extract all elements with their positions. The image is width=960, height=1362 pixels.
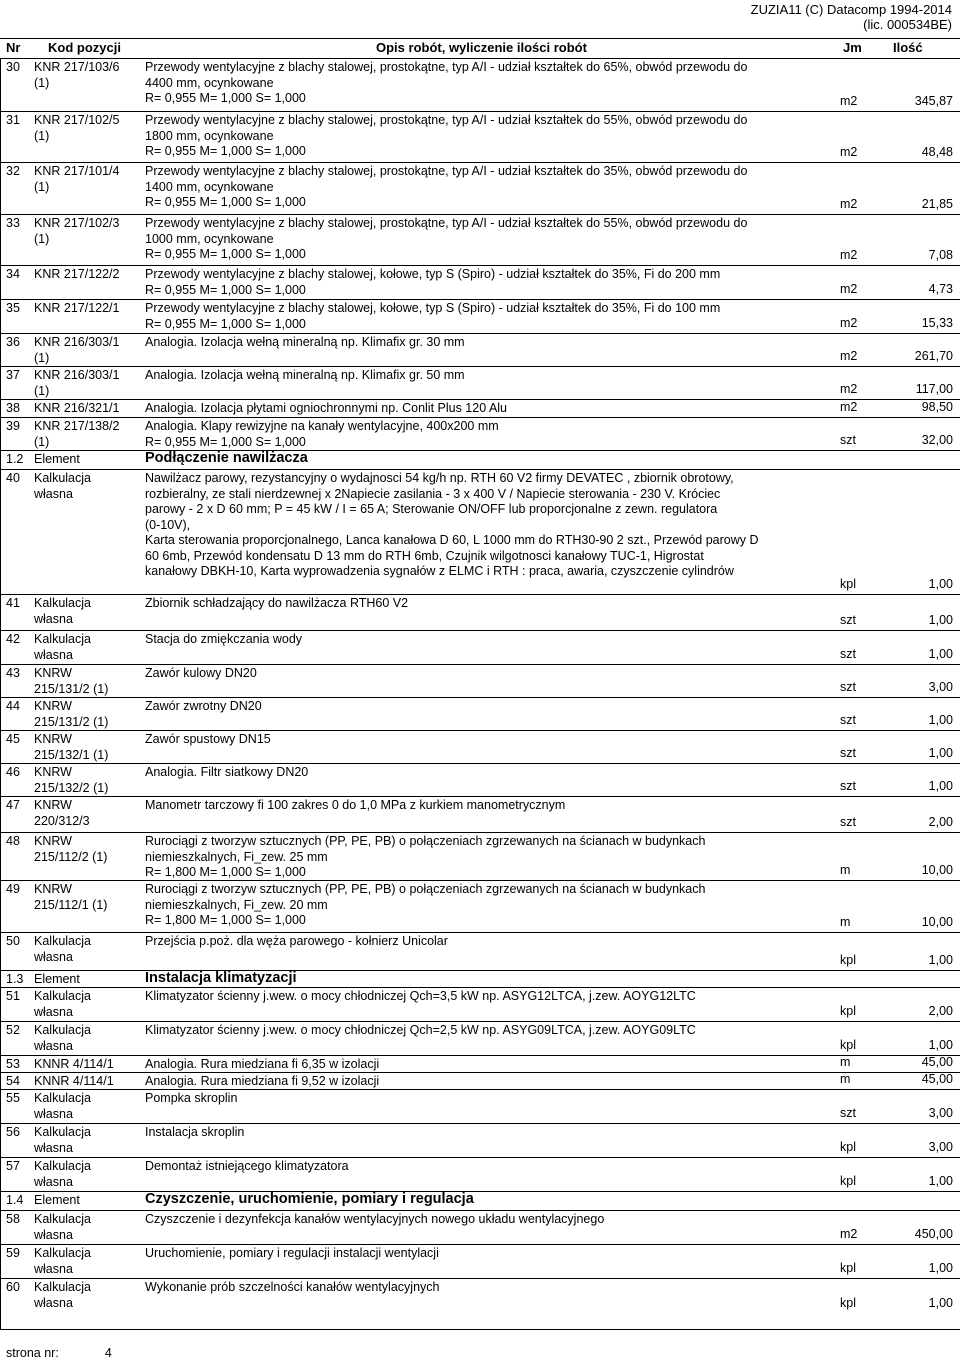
table-bottom-rule bbox=[0, 1329, 960, 1330]
quantity: 10,00 bbox=[921, 862, 953, 877]
table-row bbox=[0, 932, 960, 970]
description bbox=[145, 335, 825, 351]
description bbox=[145, 989, 825, 1005]
row-number: 42 bbox=[6, 632, 20, 646]
description-line: Analogia. Filtr siatkowy DN20 bbox=[145, 765, 309, 779]
quantity: 1,00 bbox=[928, 1295, 953, 1310]
description bbox=[145, 834, 825, 881]
table-row bbox=[0, 697, 960, 730]
description bbox=[145, 699, 825, 715]
position-code: Kalkulacja własna bbox=[34, 1246, 91, 1276]
unit: m2 bbox=[840, 1226, 858, 1241]
page-footer bbox=[6, 1346, 112, 1360]
quantity: 1,00 bbox=[928, 576, 953, 591]
table-row bbox=[0, 1244, 960, 1278]
description-line: 1000 mm, ocynkowane bbox=[145, 231, 274, 246]
description-line: Karta sterowania proporcjonalnego, Lanca kanałowa D 60, L 1000 mm do RTH30-90 2 szt., Przewód parowy D bbox=[145, 533, 759, 547]
position-code: Element bbox=[34, 1193, 80, 1207]
description-line: Czyszczenie i dezynfekcja kanałów wentylacyjnych nowego układu wentylacyjnego bbox=[145, 1212, 605, 1226]
element-row bbox=[0, 450, 960, 469]
position-code: KNNR 4/114/1 bbox=[34, 1074, 114, 1088]
row-number: 31 bbox=[6, 113, 20, 127]
unit: kpl bbox=[840, 1295, 856, 1310]
quantity: 3,00 bbox=[928, 679, 953, 694]
position-code: Element bbox=[34, 972, 80, 986]
description bbox=[145, 1192, 825, 1208]
position-code: Kalkulacja własna bbox=[34, 471, 91, 501]
description-line: R= 1,800 M= 1,000 S= 1,000 bbox=[145, 913, 306, 927]
unit: szt bbox=[840, 1105, 856, 1120]
description-line: Wykonanie prób szczelności kanałów wentylacyjnych bbox=[145, 1280, 440, 1294]
position-code: KNR 216/303/1 (1) bbox=[34, 335, 120, 365]
quantity: 7,08 bbox=[928, 247, 953, 262]
element-row bbox=[0, 970, 960, 987]
unit: szt bbox=[840, 646, 856, 661]
table-row bbox=[0, 333, 960, 366]
quantity: 1,00 bbox=[928, 612, 953, 627]
row-number: 33 bbox=[6, 216, 20, 230]
table-row bbox=[0, 417, 960, 450]
col-opis: Opis robót, wyliczenie ilości robót bbox=[376, 40, 587, 55]
software-header bbox=[751, 2, 952, 32]
description-line: R= 0,955 M= 1,000 S= 1,000 bbox=[145, 144, 306, 158]
description-line: R= 0,955 M= 1,000 S= 1,000 bbox=[145, 247, 306, 261]
row-number: 47 bbox=[6, 798, 20, 812]
position-code: KNRW 220/312/3 bbox=[34, 798, 90, 828]
description bbox=[145, 765, 825, 781]
row-number: 60 bbox=[6, 1280, 20, 1294]
description-line: Zawór zwrotny DN20 bbox=[145, 699, 262, 713]
description bbox=[145, 60, 825, 107]
quantity: 2,00 bbox=[928, 1003, 953, 1018]
table-row bbox=[0, 832, 960, 880]
description-line: Nawilżacz parowy, rezystancyjny o wydajnosci 54 kg/h np. RTH 60 V2 firmy DEVATEC , zbiornik obrotowy, bbox=[145, 471, 734, 485]
table-row bbox=[0, 1089, 960, 1123]
description bbox=[145, 368, 825, 384]
position-code: Kalkulacja własna bbox=[34, 1125, 91, 1155]
unit: m2 bbox=[840, 93, 858, 108]
license-id: (lic. 000534BE) bbox=[863, 17, 952, 32]
table-row bbox=[0, 594, 960, 630]
description bbox=[145, 1074, 825, 1090]
unit: kpl bbox=[840, 1037, 856, 1052]
row-number: 45 bbox=[6, 732, 20, 746]
position-code: KNR 216/303/1 (1) bbox=[34, 368, 120, 398]
description bbox=[145, 732, 825, 748]
quantity: 15,33 bbox=[921, 315, 953, 330]
position-code: KNR 217/101/4 (1) bbox=[34, 164, 120, 194]
unit: m2 bbox=[840, 381, 858, 396]
unit: szt bbox=[840, 778, 856, 793]
row-number: 39 bbox=[6, 419, 20, 433]
unit: m bbox=[840, 914, 851, 929]
table-row bbox=[0, 469, 960, 594]
unit: m2 bbox=[840, 144, 858, 159]
position-code: Kalkulacja własna bbox=[34, 1159, 91, 1189]
unit: szt bbox=[840, 612, 856, 627]
column-headers bbox=[0, 39, 960, 58]
element-row bbox=[0, 1191, 960, 1210]
description-line: Zbiornik schładzający do nawilżacza RTH60 V2 bbox=[145, 596, 409, 610]
row-number: 1.2 bbox=[6, 452, 24, 466]
software-name: ZUZIA11 (C) Datacomp 1994-2014 bbox=[750, 2, 952, 17]
quantity: 98,50 bbox=[921, 399, 953, 414]
description-line: Zawór spustowy DN15 bbox=[145, 732, 271, 746]
position-code: KNR 217/103/6 (1) bbox=[34, 60, 120, 90]
row-number: 54 bbox=[6, 1074, 20, 1088]
table-row bbox=[0, 366, 960, 399]
quantity: 1,00 bbox=[928, 646, 953, 661]
table-row bbox=[0, 1157, 960, 1191]
position-code: KNRW 215/112/2 (1) bbox=[34, 834, 108, 864]
page-label: strona nr: bbox=[6, 1346, 59, 1360]
description-line: Przewody wentylacyjne z blachy stalowej, kołowe, typ S (Spiro) - udział kształtek do 35%, Fi do 100 mm bbox=[145, 301, 721, 315]
col-jm: Jm bbox=[843, 40, 862, 55]
unit: m2 bbox=[840, 399, 858, 414]
table-row bbox=[0, 265, 960, 299]
col-kod: Kod pozycji bbox=[48, 40, 121, 55]
col-ilosc: Ilość bbox=[893, 40, 923, 55]
unit: szt bbox=[840, 432, 856, 447]
col-nr: Nr bbox=[6, 40, 21, 55]
unit: m2 bbox=[840, 281, 858, 296]
description bbox=[145, 666, 825, 682]
row-number: 49 bbox=[6, 882, 20, 896]
description bbox=[145, 1212, 825, 1228]
quantity: 1,00 bbox=[928, 778, 953, 793]
table-row bbox=[0, 1210, 960, 1244]
position-code: KNR 217/122/2 bbox=[34, 267, 120, 281]
row-number: 30 bbox=[6, 60, 20, 74]
unit: m bbox=[840, 862, 851, 877]
quantity: 21,85 bbox=[921, 196, 953, 211]
quantity: 48,48 bbox=[921, 144, 953, 159]
unit: szt bbox=[840, 712, 856, 727]
table-row bbox=[0, 630, 960, 664]
table-row bbox=[0, 162, 960, 214]
quantity: 1,00 bbox=[928, 1260, 953, 1275]
description bbox=[145, 113, 825, 160]
unit: kpl bbox=[840, 952, 856, 967]
position-code: Kalkulacja własna bbox=[34, 632, 91, 662]
description bbox=[145, 632, 825, 648]
quantity: 1,00 bbox=[928, 952, 953, 967]
quantity: 450,00 bbox=[914, 1226, 953, 1241]
cost-table bbox=[0, 58, 960, 1313]
unit: kpl bbox=[840, 1260, 856, 1275]
row-number: 41 bbox=[6, 596, 20, 610]
description-line: kanałowy DBKH-10, Karta wyprowadzenia sygnałów z ELMC i RTH : praca, awaria, czyszczenie cylindrów bbox=[145, 564, 734, 578]
description-line: Rurociągi z tworzyw sztucznych (PP, PE, PB) o połączeniach zgrzewanych na ścianach w budynkach bbox=[145, 882, 706, 896]
row-number: 38 bbox=[6, 401, 20, 415]
row-number: 56 bbox=[6, 1125, 20, 1139]
description-line: Analogia. Izolacja wełną mineralną np. Klimafix gr. 50 mm bbox=[145, 368, 465, 382]
description bbox=[145, 216, 825, 263]
description bbox=[145, 451, 825, 467]
table-row bbox=[0, 58, 960, 111]
quantity: 2,00 bbox=[928, 814, 953, 829]
description-line: Stacja do zmiękczania wody bbox=[145, 632, 303, 646]
description-line: Klimatyzator ścienny j.wew. o mocy chłodniczej Qch=2,5 kW np. ASYG09LTCA, j.zew. AOYG09LTC bbox=[145, 1023, 696, 1037]
quantity: 4,73 bbox=[928, 281, 953, 296]
quantity: 1,00 bbox=[928, 712, 953, 727]
description-line: Instalacja skroplin bbox=[145, 1125, 245, 1139]
quantity: 1,00 bbox=[928, 1037, 953, 1052]
row-number: 59 bbox=[6, 1246, 20, 1260]
position-code: KNRW 215/112/1 (1) bbox=[34, 882, 108, 912]
description-line: Klimatyzator ścienny j.wew. o mocy chłodniczej Qch=3,5 kW np. ASYG12LTCA, j.zew. AOYG12LTC bbox=[145, 989, 696, 1003]
unit: kpl bbox=[840, 1173, 856, 1188]
unit: m2 bbox=[840, 196, 858, 211]
quantity: 45,00 bbox=[921, 1071, 953, 1086]
row-number: 51 bbox=[6, 989, 20, 1003]
table-row bbox=[0, 1278, 960, 1313]
row-number: 36 bbox=[6, 335, 20, 349]
description-line: Analogia. Klapy rewizyjne na kanały wentylacyjne, 400x200 mm bbox=[145, 419, 499, 433]
description bbox=[145, 401, 825, 417]
description-line: niemieszkalnych, Fi_zew. 25 mm bbox=[145, 849, 328, 864]
description-line: R= 1,800 M= 1,000 S= 1,000 bbox=[145, 865, 306, 879]
position-code: Kalkulacja własna bbox=[34, 1212, 91, 1242]
position-code: KNR 216/321/1 bbox=[34, 401, 120, 415]
description-line: Przewody wentylacyjne z blachy stalowej, prostokątne, typ A/I - udział kształtek do 55%, obwód przewodu do bbox=[145, 216, 748, 230]
description-line: parowy - 2 x D 60 mm; P = 45 kW / I = 65 A; Sterowanie ON/OFF lub proporcjonalne z zewn. regulatora bbox=[145, 502, 718, 516]
table-row bbox=[0, 214, 960, 265]
table-row bbox=[0, 763, 960, 796]
quantity: 3,00 bbox=[928, 1139, 953, 1154]
position-code: KNRW 215/132/2 (1) bbox=[34, 765, 109, 795]
unit: kpl bbox=[840, 1139, 856, 1154]
position-code: Kalkulacja własna bbox=[34, 1091, 91, 1121]
description bbox=[145, 301, 825, 332]
quantity: 261,70 bbox=[914, 348, 953, 363]
description-line: Analogia. Izolacja wełną mineralną np. Klimafix gr. 30 mm bbox=[145, 335, 465, 349]
table-row bbox=[0, 796, 960, 832]
quantity: 3,00 bbox=[928, 1105, 953, 1120]
description bbox=[145, 267, 825, 298]
description-line: Zawór kulowy DN20 bbox=[145, 666, 257, 680]
row-number: 40 bbox=[6, 471, 20, 485]
unit: szt bbox=[840, 679, 856, 694]
description-line: Podłączenie nawilżacza bbox=[145, 450, 308, 466]
description-line: niemieszkalnych, Fi_zew. 20 mm bbox=[145, 897, 328, 912]
quantity: 345,87 bbox=[914, 93, 953, 108]
description-line: R= 0,955 M= 1,000 S= 1,000 bbox=[145, 91, 306, 105]
position-code: KNNR 4/114/1 bbox=[34, 1057, 114, 1071]
unit: kpl bbox=[840, 1003, 856, 1018]
unit: m2 bbox=[840, 348, 858, 363]
description-line: rozbieralny, ze stali nierdzewnej x 2Napiecie zasilania - 3 x 400 V / Napiecie sterowania - 230 V. Króciec bbox=[145, 486, 721, 501]
description-line: Uruchomienie, pomiary i regulacji instalacji wentylacji bbox=[145, 1246, 439, 1260]
table-row bbox=[0, 987, 960, 1021]
description-line: Przewody wentylacyjne z blachy stalowej, prostokątne, typ A/I - udział kształtek do 55%, obwód przewodu do bbox=[145, 113, 748, 127]
description-line: Analogia. Rura miedziana fi 9,52 w izolacji bbox=[145, 1074, 380, 1088]
position-code: KNR 217/102/5 (1) bbox=[34, 113, 120, 143]
description bbox=[145, 1091, 825, 1107]
row-number: 46 bbox=[6, 765, 20, 779]
description bbox=[145, 1246, 825, 1262]
row-number: 32 bbox=[6, 164, 20, 178]
description bbox=[145, 1125, 825, 1141]
unit: m bbox=[840, 1071, 851, 1086]
position-code: KNR 217/122/1 bbox=[34, 301, 120, 315]
table-row bbox=[0, 664, 960, 697]
table-row bbox=[0, 1021, 960, 1055]
quantity: 10,00 bbox=[921, 914, 953, 929]
row-number: 37 bbox=[6, 368, 20, 382]
position-code: Kalkulacja własna bbox=[34, 989, 91, 1019]
description-line: Rurociągi z tworzyw sztucznych (PP, PE, PB) o połączeniach zgrzewanych na ścianach w budynkach bbox=[145, 834, 706, 848]
unit: kpl bbox=[840, 576, 856, 591]
description-line: 1800 mm, ocynkowane bbox=[145, 128, 274, 143]
table-row bbox=[0, 399, 960, 417]
description-line: (0-10V), bbox=[145, 517, 191, 532]
position-code: Kalkulacja własna bbox=[34, 596, 91, 626]
table-row bbox=[0, 730, 960, 763]
description-line: Przewody wentylacyjne z blachy stalowej, prostokątne, typ A/I - udział kształtek do 65%, obwód przewodu do bbox=[145, 60, 748, 74]
quantity: 1,00 bbox=[928, 1173, 953, 1188]
row-number: 44 bbox=[6, 699, 20, 713]
description-line: Analogia. Rura miedziana fi 6,35 w izolacji bbox=[145, 1057, 380, 1071]
table-row bbox=[0, 1072, 960, 1089]
table-row bbox=[0, 299, 960, 333]
unit: m2 bbox=[840, 315, 858, 330]
page-number: 4 bbox=[104, 1346, 112, 1360]
description-line: Przejścia p.poż. dla węża parowego - kołnierz Unicolar bbox=[145, 934, 448, 948]
description-line: R= 0,955 M= 1,000 S= 1,000 bbox=[145, 195, 306, 209]
position-code: KNRW 215/131/2 (1) bbox=[34, 666, 109, 696]
description-line: R= 0,955 M= 1,000 S= 1,000 bbox=[145, 434, 306, 449]
position-code: Kalkulacja własna bbox=[34, 1280, 91, 1310]
quantity: 1,00 bbox=[928, 745, 953, 760]
row-number: 50 bbox=[6, 934, 20, 948]
table-row bbox=[0, 880, 960, 932]
row-number: 1.4 bbox=[6, 1193, 24, 1207]
description bbox=[145, 971, 825, 987]
position-code: Element bbox=[34, 452, 80, 466]
quantity: 32,00 bbox=[921, 432, 953, 447]
position-code: KNRW 215/131/2 (1) bbox=[34, 699, 109, 729]
description-line: 60 6mb, Przewód kondensatu D 13 mm do RTH 6mb, Czujnik wilgotnosci kanałowy TUC-1, Higrostat bbox=[145, 548, 704, 563]
description bbox=[145, 882, 825, 929]
description bbox=[145, 1159, 825, 1175]
position-code: KNR 217/138/2 (1) bbox=[34, 419, 120, 449]
description bbox=[145, 798, 825, 814]
description-line: Analogia. Izolacja płytami ogniochronnymi np. Conlit Plus 120 Alu bbox=[145, 401, 508, 415]
unit: m2 bbox=[840, 247, 858, 262]
description-line: 1400 mm, ocynkowane bbox=[145, 179, 274, 194]
description-line: Przewody wentylacyjne z blachy stalowej, kołowe, typ S (Spiro) - udział kształtek do 35%, Fi do 200 mm bbox=[145, 267, 721, 281]
unit: szt bbox=[840, 745, 856, 760]
quantity: 117,00 bbox=[915, 381, 953, 396]
position-code: Kalkulacja własna bbox=[34, 934, 91, 964]
unit: szt bbox=[840, 814, 856, 829]
position-code: KNRW 215/132/1 (1) bbox=[34, 732, 109, 762]
description bbox=[145, 419, 825, 450]
description-line: 4400 mm, ocynkowane bbox=[145, 75, 274, 90]
row-number: 48 bbox=[6, 834, 20, 848]
position-code: Kalkulacja własna bbox=[34, 1023, 91, 1053]
description bbox=[145, 596, 825, 612]
description-line: Przewody wentylacyjne z blachy stalowej, prostokątne, typ A/I - udział kształtek do 35%, obwód przewodu do bbox=[145, 164, 748, 178]
row-number: 58 bbox=[6, 1212, 20, 1226]
table-row bbox=[0, 111, 960, 162]
description bbox=[145, 1280, 825, 1296]
row-number: 34 bbox=[6, 267, 20, 281]
description-line: Demontaż istniejącego klimatyzatora bbox=[145, 1159, 349, 1173]
row-number: 55 bbox=[6, 1091, 20, 1105]
description bbox=[145, 471, 825, 580]
row-number: 53 bbox=[6, 1057, 20, 1071]
description-line: Manometr tarczowy fi 100 zakres 0 do 1,0 MPa z kurkiem manometrycznym bbox=[145, 798, 566, 812]
table-row bbox=[0, 1055, 960, 1072]
row-number: 43 bbox=[6, 666, 20, 680]
table-row bbox=[0, 1123, 960, 1157]
row-number: 35 bbox=[6, 301, 20, 315]
description bbox=[145, 934, 825, 950]
row-number: 52 bbox=[6, 1023, 20, 1037]
description-line: R= 0,955 M= 1,000 S= 1,000 bbox=[145, 282, 306, 297]
description-line: R= 0,955 M= 1,000 S= 1,000 bbox=[145, 316, 306, 331]
description-line: Instalacja klimatyzacji bbox=[145, 970, 297, 986]
position-code: KNR 217/102/3 (1) bbox=[34, 216, 120, 246]
description-line: Pompka skroplin bbox=[145, 1091, 238, 1105]
quantity: 45,00 bbox=[921, 1054, 953, 1069]
row-number: 57 bbox=[6, 1159, 20, 1173]
description bbox=[145, 1023, 825, 1039]
row-number: 1.3 bbox=[6, 972, 24, 986]
description-line: Czyszczenie, uruchomienie, pomiary i regulacja bbox=[145, 1191, 474, 1207]
description bbox=[145, 1057, 825, 1073]
description bbox=[145, 164, 825, 211]
unit: m bbox=[840, 1054, 851, 1069]
